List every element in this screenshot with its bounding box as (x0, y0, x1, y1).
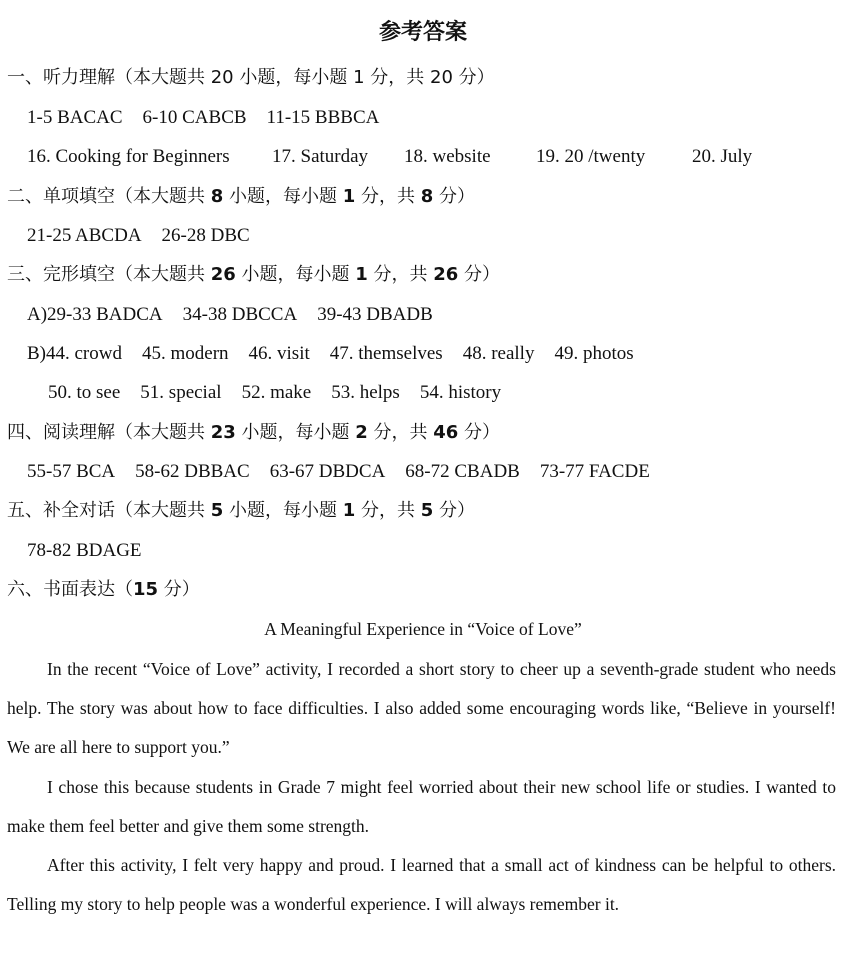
answer-item: 19. 20 /twenty (536, 146, 646, 167)
answer-item: 11-15 BBBCA (266, 107, 380, 128)
answer-item: 18. website (404, 146, 491, 167)
heading-text: 一、听力理解（本大题共 (7, 67, 211, 88)
answer-item: 45. modern (141, 343, 229, 364)
heading-text: 分） (433, 500, 475, 521)
section-heading-cloze (7, 262, 846, 288)
answer-item: B)44. crowd (27, 343, 122, 364)
answer-item: 1-5 BACAC (27, 107, 123, 128)
answer-row-cloze-b1 (27, 341, 846, 367)
answer-item: 68-72 CBADB (405, 461, 520, 482)
answer-item: 6-10 CABCB (142, 107, 247, 128)
answer-item: 39-43 DBADB (317, 304, 433, 325)
heading-text: 五、补全对话（本大题共 (7, 500, 211, 521)
heading-text: 六、书面表达（ (7, 579, 133, 600)
heading-count: 5 (210, 500, 224, 521)
heading-count: 20 (210, 67, 234, 88)
heading-text: 四、阅读理解（本大题共 (7, 422, 211, 443)
section-heading-single-choice (7, 184, 846, 210)
answer-item: A)29-33 BADCA (27, 304, 163, 325)
heading-text: 小题，每小题 (223, 500, 343, 521)
heading-text: 小题，每小题 (235, 264, 356, 285)
answer-item: 49. photos (554, 343, 634, 364)
heading-text: 小题，每小题 (235, 422, 356, 443)
essay-title: A Meaningful Experience in “Voice of Love” (264, 619, 582, 639)
answer-item: 26-28 DBC (161, 225, 250, 246)
heading-total: 8 (420, 186, 434, 207)
heading-text: 小题，每小题 (223, 186, 343, 207)
answer-row-reading (27, 459, 846, 485)
answer-item: 20. July (692, 146, 753, 167)
heading-text: 分，共 (367, 264, 434, 285)
answer-item: 53. helps (331, 382, 400, 403)
answer-item: 54. history (419, 382, 502, 403)
page-title: 参考答案 (378, 20, 467, 45)
section-heading-listening (7, 65, 846, 91)
heading-text: 分） (433, 186, 475, 207)
heading-points-each: 1 (355, 264, 368, 285)
heading-text: 分，共 (367, 422, 434, 443)
section-heading-reading (7, 420, 846, 446)
answer-row-listening-1 (27, 105, 846, 131)
answer-item: 47. themselves (329, 343, 443, 364)
heading-text: 分，共 (355, 500, 421, 521)
answer-row-cloze-a (27, 302, 846, 328)
answer-item: 63-67 DBDCA (269, 461, 386, 482)
heading-text: 分） (458, 422, 501, 443)
essay-paragraph: After this activity, I felt very happy and proud. I learned that a small act of kindness can be helpful to others. Telling my story to help people was a wonderful experience. I will always remember it. (7, 855, 836, 915)
section-heading-dialogue (7, 498, 846, 524)
answer-item: 46. visit (248, 343, 310, 364)
heading-points-each: 2 (355, 422, 368, 443)
heading-total: 26 (433, 264, 459, 285)
heading-text: 分） (452, 67, 495, 88)
answer-item: 52. make (241, 382, 312, 403)
heading-points-each: 1 (342, 500, 356, 521)
answer-row-single-choice (27, 223, 846, 249)
heading-count: 23 (210, 422, 236, 443)
essay-paragraph: I chose this because students in Grade 7 might feel worried about their new school life or studies. I wanted to make them feel better and give them some strength. (7, 777, 836, 837)
heading-count: 26 (210, 264, 236, 285)
answer-item: 51. special (140, 382, 222, 403)
answer-row-dialogue (27, 538, 846, 564)
heading-count: 8 (210, 186, 224, 207)
heading-text: 二、单项填空（本大题共 (7, 186, 211, 207)
answer-item: 58-62 DBBAC (135, 461, 250, 482)
heading-text: 分，共 (355, 186, 421, 207)
heading-text: 分，共 (364, 67, 430, 88)
answer-row-listening-2 (0, 144, 846, 170)
answer-item: 78-82 BDAGE (27, 540, 142, 561)
heading-points-each: 1 (353, 67, 365, 88)
answer-item: 16. Cooking for Beginners (27, 146, 230, 167)
answer-item: 55-57 BCA (27, 461, 116, 482)
heading-text: 分） (158, 579, 200, 600)
answer-item: 21-25 ABCDA (27, 225, 142, 246)
answer-item: 50. to see (48, 382, 121, 403)
heading-text: 三、完形填空（本大题共 (7, 264, 211, 285)
heading-text: 小题，每小题 (233, 67, 354, 88)
heading-total: 46 (433, 422, 459, 443)
essay-paragraph: In the recent “Voice of Love” activity, I recorded a short story to cheer up a seventh-grade student who needs help. The story was about how to face difficulties. I also added some encouraging words like, “Believe in yourself! We are all here to support you.” (7, 659, 836, 758)
heading-points-each: 1 (342, 186, 356, 207)
heading-total: 20 (430, 67, 453, 88)
heading-total: 15 (133, 579, 159, 600)
answer-item: 34-38 DBCCA (182, 304, 298, 325)
heading-total: 5 (420, 500, 434, 521)
section-heading-writing (7, 577, 846, 603)
answer-row-cloze-b2 (48, 380, 846, 406)
heading-text: 分） (458, 264, 501, 285)
answer-item: 17. Saturday (272, 146, 369, 167)
answer-item: 73-77 FACDE (539, 461, 650, 482)
answer-item: 48. really (462, 343, 535, 364)
